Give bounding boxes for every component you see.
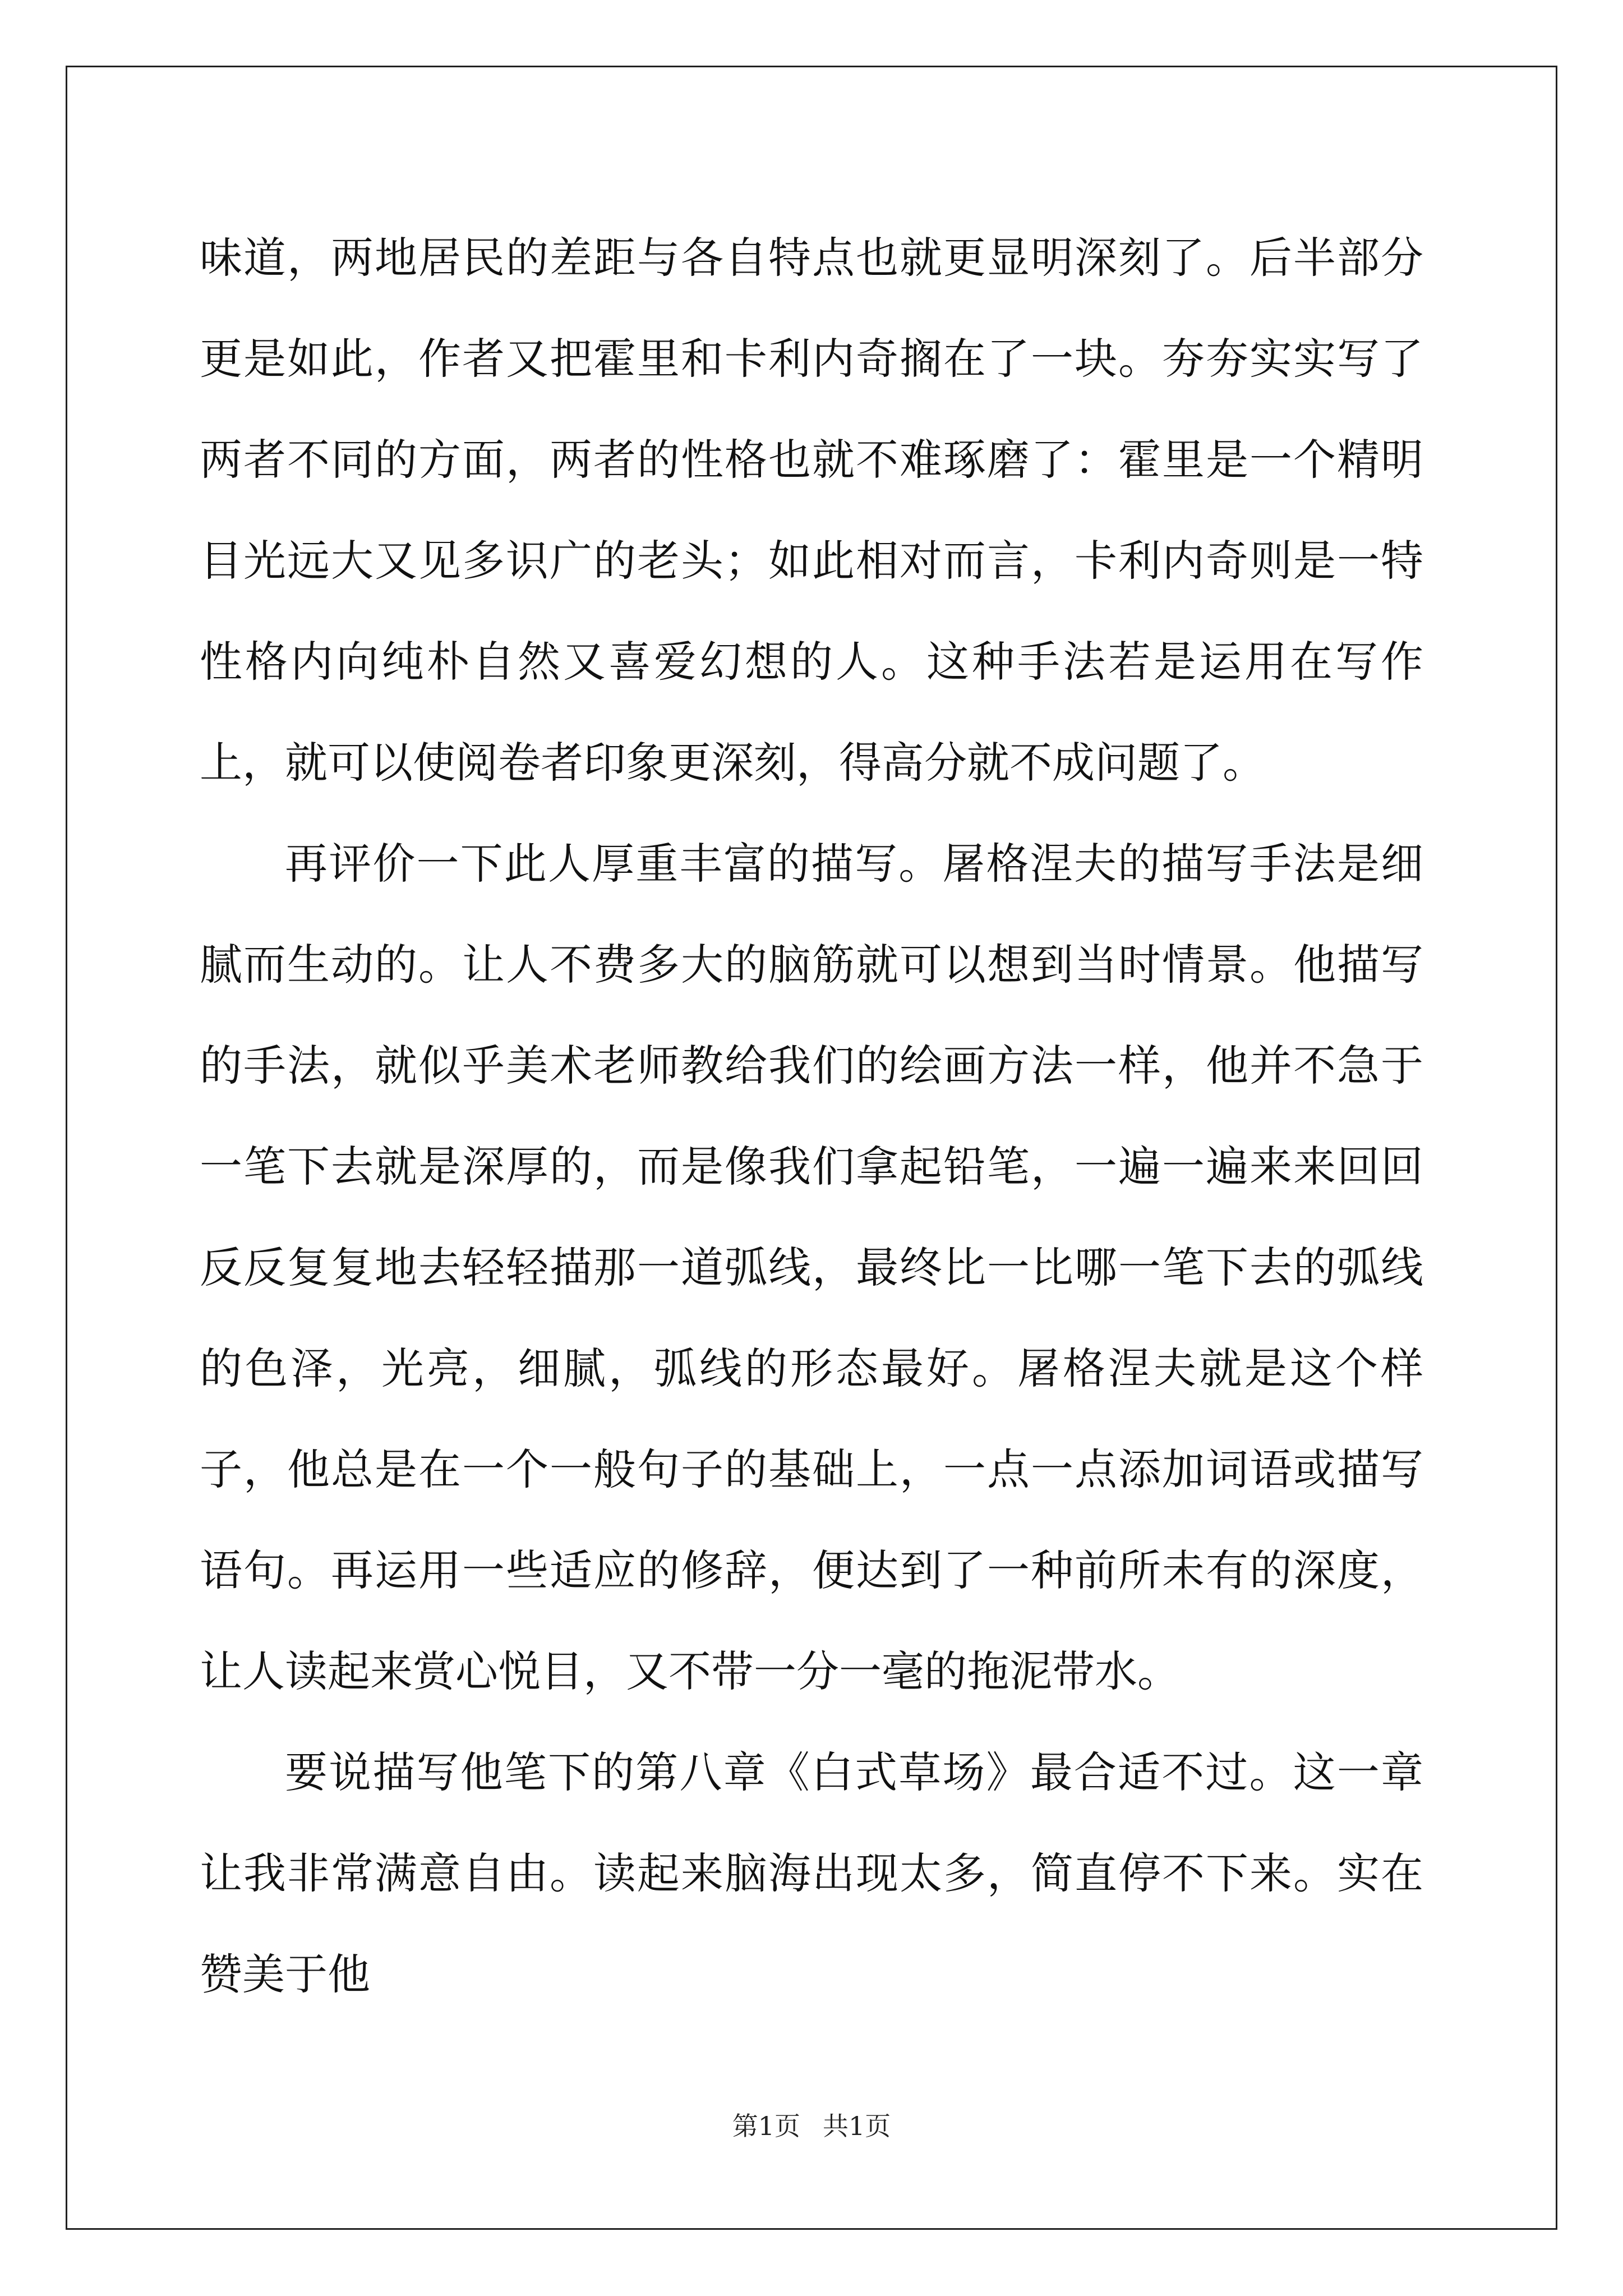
page-footer — [0, 2109, 1623, 2143]
paragraph-3: 要说描写他笔下的第八章《白式草场》最合适不过。这一章让我非常满意自由。读起来脑海出现太多，简直停不下来。实在赞美于他 — [200, 1747, 1423, 1999]
document-body — [200, 208, 1423, 2025]
paragraph-2: 再评价一下此人厚重丰富的描写。屠格涅夫的描写手法是细腻而生动的。让人不费多大的脑筋就可以想到当时情景。他描写的手法，就似乎美术老师教给我们的绘画方法一样，他并不急于一笔下去就是深厚的，而是像我们拿起铅笔，一遍一遍来来回回反反复复地去轻轻描那一道弧线，最终比一比哪一笔下去的弧线的色泽，光亮，细腻，弧线的形态最好。屠格涅夫就是这个样子，他总是在一个一般句子的基础上，一点一点添加词语或描写语句。再运用一些适应的修辞，便达到了一种前所未有的深度，让人读起来赏心悦目，又不带一分一毫的拖泥带水。 — [200, 839, 1423, 1696]
page-number: 第1页 — [732, 2111, 800, 2141]
paragraph-1: 味道，两地居民的差距与各自特点也就更显明深刻了。后半部分更是如此，作者又把霍里和卡利内奇搁在了一块。夯夯实实写了两者不同的方面，两者的性格也就不难琢磨了：霍里是一个精明目光远大又见多识广的老头；如此相对而言，卡利内奇则是一特性格内向纯朴自然又喜爱幻想的人。这种手法若是运用在写作上，就可以使阅卷者印象更深刻，得高分就不成问题了。 — [200, 233, 1423, 788]
page-total: 共1页 — [823, 2111, 891, 2141]
